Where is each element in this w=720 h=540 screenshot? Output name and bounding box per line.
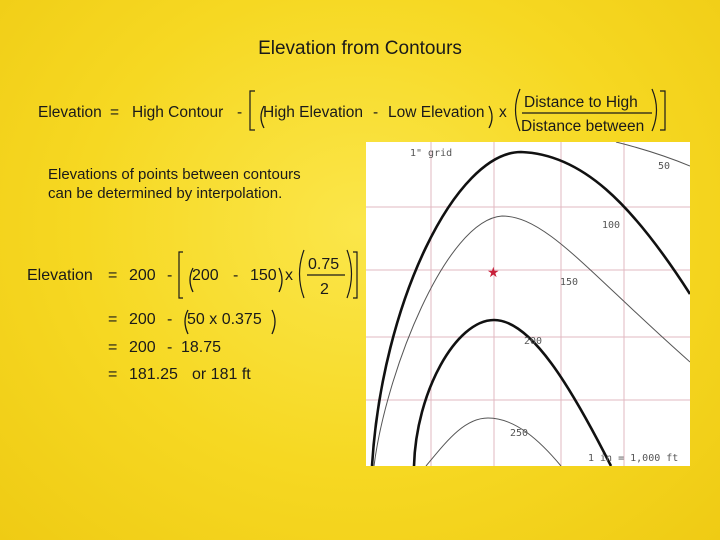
calc-low: 150	[250, 267, 277, 284]
contour-map	[366, 142, 690, 466]
formula-high-elevation: High Elevation	[263, 104, 363, 121]
formula-high-contour: High Contour	[132, 104, 224, 121]
formula-lhs: Elevation	[38, 104, 102, 121]
calc-lhs: Elevation	[27, 267, 93, 284]
contour-label-250: 250	[510, 428, 529, 439]
contour-line-50	[616, 142, 690, 166]
calc-close-paren	[279, 268, 282, 292]
formula-right-bracket	[660, 91, 665, 130]
calc-line2-high: 200	[129, 311, 156, 328]
calc-fraction-open-paren	[300, 250, 305, 298]
contour-label-200: 200	[524, 336, 543, 347]
calc-right-bracket	[353, 252, 357, 298]
calc-line2-minus: -	[167, 311, 173, 328]
contour-label-50: 50	[658, 161, 671, 172]
worked-calculation	[0, 244, 380, 394]
description-line-2: can be determined by interpolation.	[48, 185, 283, 202]
calc-minus-1: -	[167, 267, 173, 284]
description	[48, 165, 378, 203]
calc-line2-expr: 50 x 0.375	[187, 311, 262, 328]
formula-close-paren	[489, 106, 492, 128]
formula-times: x	[499, 104, 507, 121]
description-line-1: Elevations of points between contours	[48, 166, 301, 183]
calc-line4-result: 181.25	[129, 366, 178, 383]
contour-line-200	[414, 320, 611, 466]
formula-minus: -	[237, 104, 243, 121]
calc-equals-2: =	[108, 311, 118, 328]
calc-high: 200	[129, 267, 156, 284]
calc-line3-minus: -	[167, 339, 173, 356]
calc-line3-result: 18.75	[181, 339, 222, 356]
calc-high-2: 200	[192, 267, 219, 284]
calc-left-bracket	[179, 252, 183, 298]
calc-numerator: 0.75	[308, 256, 340, 273]
calc-minus-2: -	[233, 267, 239, 284]
map-grid	[366, 142, 690, 466]
formula-minus-2: -	[373, 104, 379, 121]
scale-label: 1 in = 1,000 ft	[588, 453, 679, 464]
formula-fraction-close-paren	[652, 89, 657, 131]
contour-label-150: 150	[560, 277, 579, 288]
formula-left-bracket	[250, 91, 255, 130]
contour-label-100: 100	[602, 220, 621, 231]
calc-line2-close-paren	[272, 310, 275, 334]
calc-line3-high: 200	[129, 339, 156, 356]
calc-denominator: 2	[320, 281, 329, 298]
calc-equals-4: =	[108, 366, 118, 383]
calc-equals-3: =	[108, 339, 118, 356]
formula-numerator: Distance to High	[524, 94, 638, 111]
page-title: Elevation from Contours	[258, 38, 462, 59]
calc-line4-or: or 181 ft	[192, 366, 251, 383]
formula-low-elevation: Low Elevation	[388, 104, 485, 121]
calc-fraction-close-paren	[347, 250, 352, 298]
formula-fraction-open-paren	[516, 89, 521, 131]
formula-equals: =	[110, 104, 120, 121]
grid-label: 1" grid	[410, 148, 453, 159]
calc-times: x	[285, 267, 293, 284]
point-star-icon: ★	[487, 265, 500, 281]
formula-denominator: Distance between	[521, 118, 645, 135]
calc-equals-1: =	[108, 267, 118, 284]
general-formula	[0, 86, 720, 136]
